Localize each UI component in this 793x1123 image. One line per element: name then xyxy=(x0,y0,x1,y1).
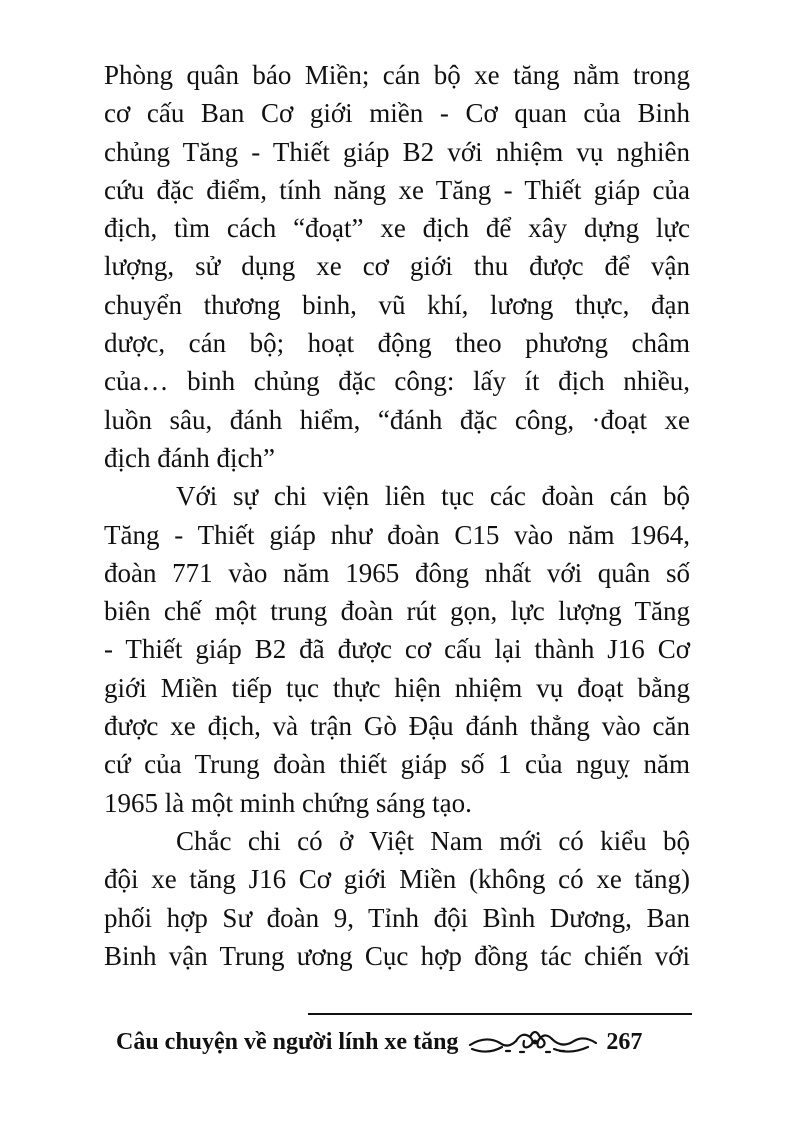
text-line: - Thiết giáp B2 đã được cơ cấu lại thành J16 Cơ xyxy=(104,634,690,665)
text-line: cơ cấu Ban Cơ giới miền - Cơ quan của Binh xyxy=(104,98,690,129)
paragraph-2 xyxy=(104,477,690,822)
text-line: chuyển thương binh, vũ khí, lương thực, đạn xyxy=(104,289,690,320)
body-text xyxy=(104,56,690,975)
running-title: Câu chuyện về người lính xe tăng xyxy=(116,1028,459,1055)
footer-rule xyxy=(308,1013,692,1015)
text-line: luồn sâu, đánh hiểm, “đánh đặc công, ·đoạt xe xyxy=(104,404,690,435)
text-line: phối hợp Sư đoàn 9, Tỉnh đội Bình Dương, Ban xyxy=(104,902,690,933)
paragraph-3 xyxy=(104,822,690,975)
text-line: chủng Tăng - Thiết giáp B2 với nhiệm vụ nghiên xyxy=(104,136,690,167)
text-line: đội xe tăng J16 Cơ giới Miền (không có xe tăng) xyxy=(104,864,690,895)
text-line: Tăng - Thiết giáp như đoàn C15 vào năm 1964, xyxy=(104,519,690,550)
decorative-flourish-icon xyxy=(466,1025,604,1059)
text-line: Binh vận Trung ương Cục hợp đồng tác chiến với xyxy=(104,940,690,971)
text-line: của… binh chủng đặc công: lấy ít địch nhiều, xyxy=(104,366,690,397)
text-line: lượng, sử dụng xe cơ giới thu được để vận xyxy=(104,251,690,282)
paragraph-1 xyxy=(104,56,690,477)
text-line: cứ của Trung đoàn thiết giáp số 1 của nguỵ năm xyxy=(104,749,690,780)
text-line: Với sự chi viện liên tục các đoàn cán bộ xyxy=(176,481,690,512)
text-line: 1965 là một minh chứng sáng tạo. xyxy=(104,787,472,818)
text-line: cứu đặc điểm, tính năng xe Tăng - Thiết giáp của xyxy=(104,174,690,205)
text-line: Chắc chi có ở Việt Nam mới có kiểu bộ xyxy=(176,825,690,856)
page-number: 267 xyxy=(606,1028,643,1055)
text-line: địch, tìm cách “đoạt” xe địch để xây dựng lực xyxy=(104,213,690,244)
text-line: dược, cán bộ; hoạt động theo phương châm xyxy=(104,328,690,359)
text-line: biên chế một trung đoàn rút gọn, lực lượng Tăng xyxy=(104,596,690,627)
page-footer xyxy=(116,1022,692,1062)
text-line: giới Miền tiếp tục thực hiện nhiệm vụ đoạt bằng xyxy=(104,672,690,703)
text-line: địch đánh địch” xyxy=(104,442,275,473)
text-line: được xe địch, và trận Gò Đậu đánh thẳng vào căn xyxy=(104,711,690,742)
text-line: đoàn 771 vào năm 1965 đông nhất với quân số xyxy=(104,557,690,588)
text-line: Phòng quân báo Miền; cán bộ xe tăng nằm trong xyxy=(104,60,690,90)
